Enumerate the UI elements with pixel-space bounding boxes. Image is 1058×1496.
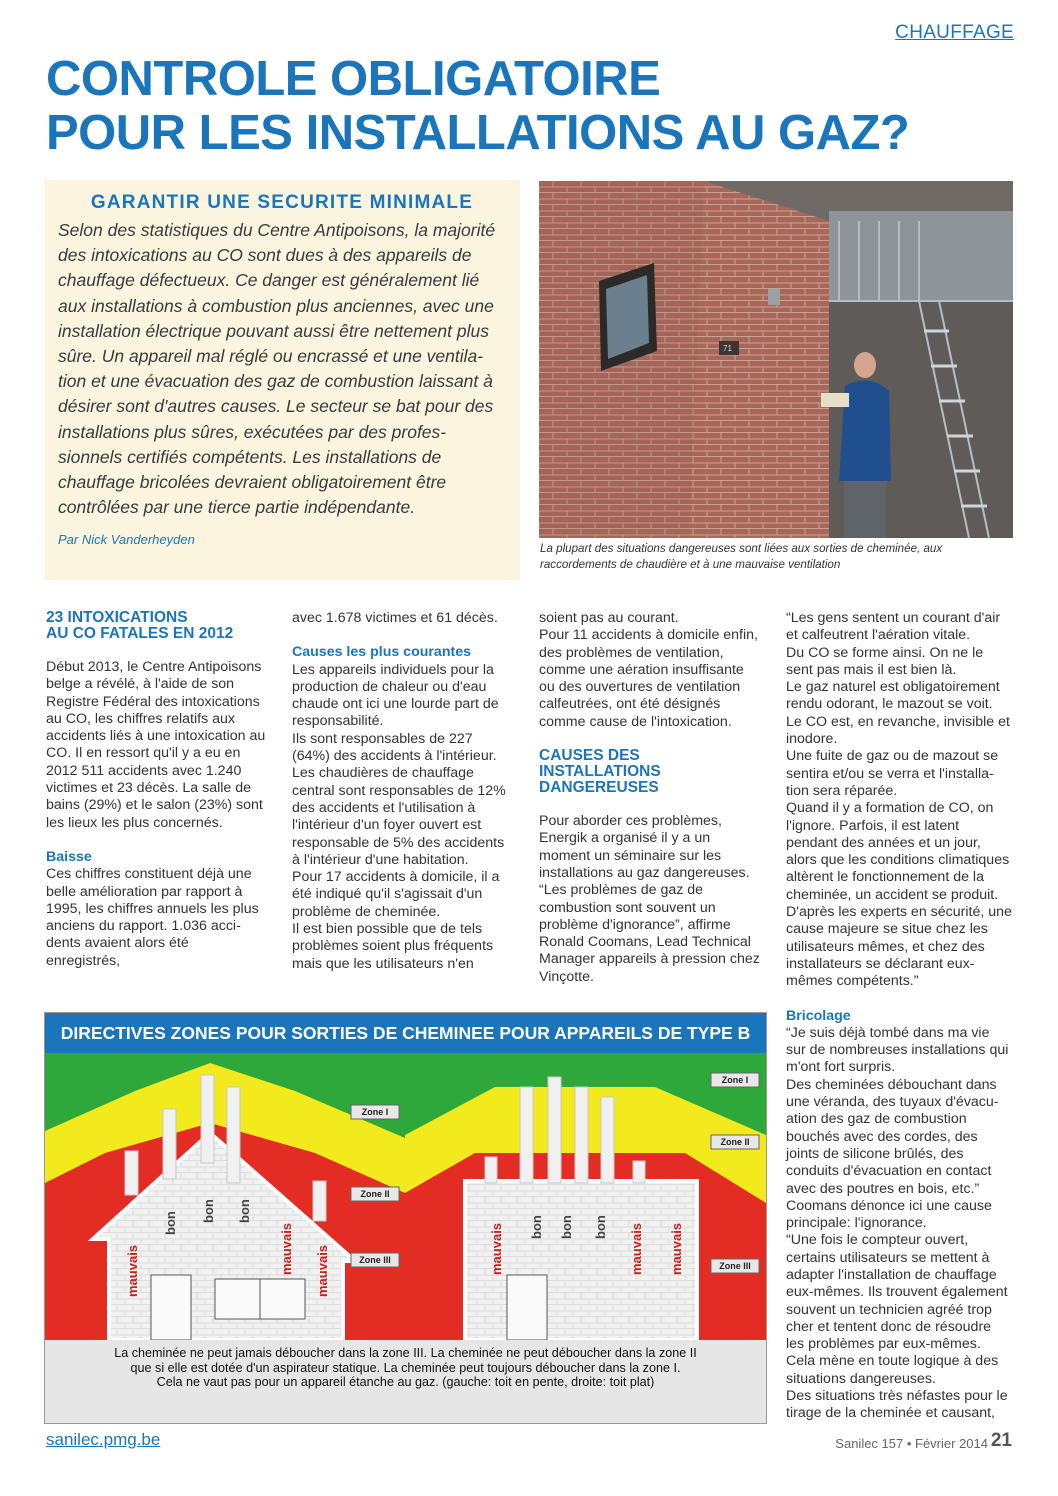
title-line-2: POUR LES INSTALLATIONS AU GAZ? bbox=[46, 106, 910, 160]
footer-site-link[interactable]: sanilec.pmg.be bbox=[46, 1430, 161, 1449]
zone-label: Zone III bbox=[359, 1255, 391, 1265]
byline: Par Nick Vanderheyden bbox=[58, 532, 195, 548]
zone-label: Zone III bbox=[719, 1261, 751, 1271]
col2-subheading: Causes les plus courantes bbox=[292, 644, 471, 661]
col4-paragraph: “Une fois le compteur ouvert, certains utilisateurs se mettent à adapter l'installation de chauffage eux-mêmes. Ils trouvent également souvent un technicien agréé trop cher et tentent donc de résoudre les problèmes par eux-mêmes. bbox=[786, 1232, 1008, 1353]
col2-paragraph: Ils sont responsables de 227 (64%) des accidents à l'intérieur. bbox=[292, 730, 497, 765]
intro-text: Selon des statistiques du Centre Antipoisons, la majorité des intoxications au CO sont dues à des appareils de chauffage défectueux. Ce danger est généralement lié aux installations à combustion plus anciennes, avec une installation électrique pouvant aussi être nettement plus sûre. Un appareil mal réglé ou encrassé et une ventila-tion et une évacuation des gaz de combustion laissant à désirer sont d'autres causes. Le secteur se bat pour des installations plus sûres, exécutées par des profes-sionnels certifiés compétents. Les installations de chauffage bricolées devraient obligatoirement être contrôlées par une tierce partie indépendante. bbox=[58, 220, 496, 518]
footer-issue: Sanilec 157 • Février 2014 bbox=[835, 1436, 988, 1451]
intro-box bbox=[44, 180, 520, 580]
zone-label: Zone II bbox=[720, 1137, 750, 1147]
figure-note-line: que si elle est dotée d'un aspirateur statique. La cheminée peut toujours déboucher dans la zone I. bbox=[130, 1360, 681, 1375]
zone-label: Zone I bbox=[721, 1075, 749, 1085]
col4-paragraph: Des cheminées débouchant dans une véranda, des tuyaux d'évacu-ation des gaz de combustion bouchés avec des cordes, des joints de silicone brûlés, des conduits d'évacuation en contact avec des poutres en bois, etc.” bbox=[786, 1076, 999, 1197]
label-bon: bon bbox=[237, 1199, 252, 1223]
zone-label: Zone I bbox=[361, 1107, 389, 1117]
col2-paragraph: Pour 17 accidents à domicile, il a été indiqué qu'il s'agissait d'un problème de cheminée. bbox=[292, 869, 500, 920]
label-mauvais: mauvais bbox=[315, 1244, 330, 1297]
column-1 bbox=[46, 610, 266, 970]
col4-paragraph: Quand il y a formation de CO, on l'ignore. Parfois, il est latent pendant des années et un jour, alors que les conditions climatiques altèrent le fonctionnement de la cheminée, un accident se produit. bbox=[786, 800, 1010, 903]
zone-label: Zone II bbox=[360, 1189, 390, 1199]
label-bon: bon bbox=[201, 1199, 216, 1223]
figure-note-line: Cela ne vaut pas pour un appareil étanche au gaz. (gauche: toit en pente, droite: toit plat) bbox=[156, 1375, 655, 1390]
col4-paragraph: “Je suis déjà tombé dans ma vie sur de nombreuses installations qui m'ont fort surpris. bbox=[786, 1024, 1009, 1076]
column-3 bbox=[539, 610, 761, 986]
col4-subheading: Bricolage bbox=[786, 1007, 851, 1024]
page-title bbox=[46, 52, 1006, 160]
column-4 bbox=[786, 610, 1012, 1423]
col2-paragraph: Les chaudières de chauffage central sont responsables de 12% des accidents et l'utilisation à l'intérieur d'un foyer ouvert est responsable de 5% des accidents à l'intérieur d'une habitation. bbox=[292, 765, 506, 868]
col4-paragraph: “Les gens sentent un courant d'air et calfeutrent l'aération vitale. bbox=[786, 610, 1001, 644]
col3-heading-line-2: DANGEREUSES bbox=[539, 779, 659, 797]
house-number-plate: 71 bbox=[723, 344, 732, 353]
figure-note-line: La cheminée ne peut jamais déboucher dans la zone III. La cheminée ne peut déboucher dans la zone II bbox=[114, 1346, 697, 1360]
label-bon: bon bbox=[163, 1211, 178, 1235]
col4-paragraph: Cela mène en toute logique à des situations dangereuses. bbox=[786, 1353, 999, 1387]
label-mauvais: mauvais bbox=[125, 1244, 140, 1297]
col2-paragraph: Les appareils individuels pour la production de chaleur ou d'eau chaude ont ici une lourde part de responsabilité. bbox=[292, 661, 499, 730]
col4-paragraph: Coomans dénonce ici une cause principale: l'ignorance. bbox=[786, 1197, 992, 1232]
col1-paragraph: Ces chiffres constituent déjà une belle amélioration par rapport à 1995, les chiffres annuels les plus anciens du rapport. 1.036 acci-dents avaient alors été enregistrés, bbox=[46, 866, 259, 969]
col3-heading-line-1: CAUSES DES INSTALLATIONS bbox=[539, 747, 661, 781]
col1-heading-line-1: 23 INTOXICATIONS bbox=[46, 609, 188, 626]
chimney-zones-figure bbox=[44, 1012, 767, 1424]
label-mauvais: mauvais bbox=[279, 1222, 294, 1275]
col4-paragraph: Du CO se forme ainsi. On ne le sent pas mais il est bien là. bbox=[786, 644, 984, 678]
section-tag[interactable]: CHAUFFAGE bbox=[895, 22, 1014, 43]
photo-caption: La plupart des situations dangereuses sont liées aux sorties de cheminée, aux raccordements de chaudière et à une mauvaise ventilation bbox=[540, 542, 943, 571]
label-bon: bon bbox=[529, 1215, 544, 1239]
title-line-1: CONTROLE OBLIGATOIRE bbox=[46, 52, 661, 106]
intro-heading: GARANTIR UNE SECURITE MINIMALE bbox=[90, 192, 474, 213]
col1-heading-line-2: AU CO FATALES EN 2012 bbox=[46, 625, 234, 642]
col4-paragraph: D'après les experts en sécurité, une cause majeure se situe chez les utilisateurs mêmes, et chez des installateurs se déclarant eux-mêmes compétents.” bbox=[786, 904, 1012, 990]
col3-paragraph: Pour aborder ces problèmes, Energik a organisé il y a un moment un séminaire sur les installations au gaz dangereuses. bbox=[539, 813, 750, 881]
col3-paragraph: “Les problèmes de gaz de combustion sont souvent un problème d'ignorance”, affirme Ronald Coomans, Lead Technical Manager appareils à pression chez Vinçotte. bbox=[539, 882, 760, 985]
label-mauvais: mauvais bbox=[669, 1222, 684, 1275]
col4-paragraph: Le CO est, en revanche, invisible et inodore. bbox=[786, 713, 1010, 748]
col1-paragraph: Début 2013, le Centre Antipoisons belge a révélé, à l'aide de son Registre Fédéral des intoxications au CO, les chiffres relatifs aux accidents liés à une intoxication au CO. Il en ressort qu'il y a eu en 2012 511 accidents avec 1.240 victimes et 23 décès. La salle de bains (29%) et le salon (23%) sont les lieux les plus concernés. bbox=[46, 659, 266, 831]
col2-paragraph: avec 1.678 victimes et 61 décès. bbox=[292, 610, 498, 626]
zones-diagram bbox=[45, 1053, 766, 1340]
label-bon: bon bbox=[559, 1215, 574, 1239]
page-number: 21 bbox=[990, 1430, 1012, 1451]
label-bon: bon bbox=[593, 1215, 608, 1239]
figure-title: DIRECTIVES ZONES POUR SORTIES DE CHEMINEE POUR APPAREILS DE TYPE B bbox=[45, 1013, 766, 1053]
col3-paragraph: Pour 11 accidents à domicile enfin, des problèmes de ventilation, comme une aération insuffisante ou des ouvertures de ventilation calfeutrées, ont été désignés comme cause de l'intoxication. bbox=[539, 627, 758, 730]
figure-note bbox=[45, 1340, 766, 1424]
label-mauvais: mauvais bbox=[489, 1222, 504, 1275]
label-mauvais: mauvais bbox=[629, 1222, 644, 1275]
col4-paragraph: Une fuite de gaz ou de mazout se sentira et/ou se verra et l'installa-tion sera réparée. bbox=[786, 748, 999, 799]
column-2 bbox=[292, 610, 514, 973]
col1-subheading: Baisse bbox=[46, 848, 92, 865]
col3-paragraph: soient pas au courant. bbox=[539, 610, 679, 626]
col2-paragraph: Il est bien possible que de tels problèmes soient plus fréquents mais que les utilisateurs n'en bbox=[292, 921, 494, 972]
col4-paragraph: Le gaz naturel est obligatoirement rendu odorant, le mazout se voit. bbox=[786, 679, 1000, 713]
col4-paragraph: Des situations très néfastes pour le tirage de la cheminée et causant, bbox=[786, 1388, 1008, 1422]
photo-inspector-brick-wall bbox=[539, 181, 1013, 538]
